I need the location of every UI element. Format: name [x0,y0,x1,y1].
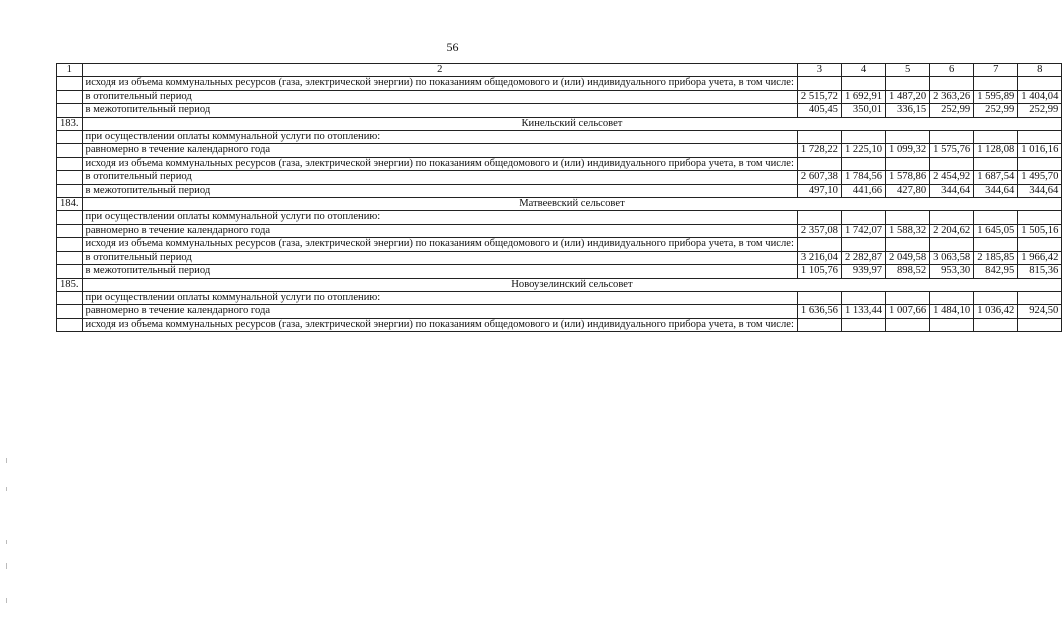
row-label-cell: в отопительный период [82,90,797,103]
table-row [57,211,1062,224]
value-cell: 815,36 [1018,265,1062,278]
row-number-cell [57,211,83,224]
value-cell [886,291,930,304]
value-cell: 1 484,10 [930,305,974,318]
row-number-cell [57,157,83,170]
column-number-row [57,64,1062,77]
value-cell [974,77,1018,90]
value-cell [886,157,930,170]
row-label-cell: при осуществлении оплаты коммунальной услуги по отоплению: [82,211,797,224]
value-cell: 2 454,92 [930,171,974,184]
column-number-cell: 4 [841,64,885,77]
value-cell [886,238,930,251]
value-cell [974,291,1018,304]
value-cell: 2 049,58 [886,251,930,264]
table-row [57,131,1062,144]
value-cell [886,211,930,224]
value-cell: 1 128,08 [974,144,1018,157]
value-cell: 1 636,56 [797,305,841,318]
value-cell: 1 099,32 [886,144,930,157]
value-cell: 924,50 [1018,305,1062,318]
table-row [57,184,1062,197]
value-cell: 2 607,38 [797,171,841,184]
section-title: Матвеевский сельсовет [82,198,1062,211]
table-row [57,238,1062,251]
row-number-cell: 185. [57,278,83,291]
value-cell [974,157,1018,170]
page-number: 56 [446,40,459,54]
value-cell: 441,66 [841,184,885,197]
value-cell [797,131,841,144]
section-row [57,117,1062,130]
value-cell: 344,64 [930,184,974,197]
row-label-cell: исходя из объема коммунальных ресурсов (газа, электрической энергии) по показаниям общедомового и (или) индивидуального прибора учета, в том числе: [82,77,797,90]
row-label-cell: исходя из объема коммунальных ресурсов (газа, электрической энергии) по показаниям общедомового и (или) индивидуального прибора учета, в том числе: [82,318,797,331]
value-cell [930,211,974,224]
value-cell [1018,157,1062,170]
value-cell [797,157,841,170]
value-cell: 2 357,08 [797,224,841,237]
value-cell [974,211,1018,224]
column-number-cell: 8 [1018,64,1062,77]
row-label-cell: исходя из объема коммунальных ресурсов (газа, электрической энергии) по показаниям общедомового и (или) индивидуального прибора учета, в том числе: [82,238,797,251]
value-cell: 405,45 [797,104,841,117]
section-row [57,278,1062,291]
row-number-cell [57,305,83,318]
value-cell [841,211,885,224]
value-cell: 2 204,62 [930,224,974,237]
value-cell [841,131,885,144]
value-cell: 1 578,86 [886,171,930,184]
value-cell: 3 216,04 [797,251,841,264]
value-cell: 350,01 [841,104,885,117]
table-row [57,318,1062,331]
value-cell: 252,99 [1018,104,1062,117]
section-title: Кинельский сельсовет [82,117,1062,130]
value-cell: 1 645,05 [974,224,1018,237]
row-number-cell [57,224,83,237]
row-number-cell [57,90,83,103]
value-cell: 2 515,72 [797,90,841,103]
row-number-cell [57,171,83,184]
table-row [57,90,1062,103]
value-cell [974,131,1018,144]
value-cell: 2 363,26 [930,90,974,103]
table-row [57,144,1062,157]
value-cell [886,131,930,144]
row-number-cell [57,184,83,197]
row-number-cell [57,265,83,278]
value-cell [841,318,885,331]
row-label-cell: равномерно в течение календарного года [82,305,797,318]
value-cell [841,238,885,251]
row-label-cell: равномерно в течение календарного года [82,144,797,157]
value-cell [974,318,1018,331]
value-cell: 1 966,42 [1018,251,1062,264]
value-cell [886,318,930,331]
row-label-cell: при осуществлении оплаты коммунальной услуги по отоплению: [82,291,797,304]
value-cell [1018,238,1062,251]
table-row [57,171,1062,184]
row-number-cell [57,144,83,157]
row-number-cell: 183. [57,117,83,130]
value-cell [797,318,841,331]
value-cell [1018,77,1062,90]
value-cell: 1 588,32 [886,224,930,237]
value-cell: 2 282,87 [841,251,885,264]
value-cell: 1 692,91 [841,90,885,103]
value-cell: 497,10 [797,184,841,197]
value-cell: 1 036,42 [974,305,1018,318]
value-cell: 344,64 [974,184,1018,197]
value-cell [886,77,930,90]
value-cell: 252,99 [974,104,1018,117]
value-cell: 427,80 [886,184,930,197]
column-number-cell: 3 [797,64,841,77]
table-body [57,64,1062,332]
row-number-cell [57,238,83,251]
table-row [57,104,1062,117]
column-number-cell: 2 [82,64,797,77]
row-number-cell [57,318,83,331]
value-cell: 336,15 [886,104,930,117]
column-number-cell: 7 [974,64,1018,77]
value-cell [1018,318,1062,331]
value-cell [797,211,841,224]
section-title: Новоузелинский сельсовет [82,278,1062,291]
value-cell [974,238,1018,251]
table-row [57,291,1062,304]
tariff-table [56,63,1062,332]
value-cell: 1 575,76 [930,144,974,157]
table-row [57,224,1062,237]
value-cell: 1 505,16 [1018,224,1062,237]
value-cell: 1 595,89 [974,90,1018,103]
table-row [57,77,1062,90]
row-label-cell: в отопительный период [82,251,797,264]
value-cell [1018,131,1062,144]
value-cell [930,131,974,144]
value-cell: 1 742,07 [841,224,885,237]
value-cell: 1 225,10 [841,144,885,157]
value-cell: 898,52 [886,265,930,278]
value-cell [930,318,974,331]
table-row [57,251,1062,264]
value-cell [930,77,974,90]
value-cell [930,157,974,170]
value-cell: 939,97 [841,265,885,278]
value-cell: 252,99 [930,104,974,117]
row-label-cell: в межотопительный период [82,104,797,117]
value-cell: 1 487,20 [886,90,930,103]
table-row [57,265,1062,278]
value-cell [841,157,885,170]
value-cell: 3 063,58 [930,251,974,264]
value-cell: 344,64 [1018,184,1062,197]
row-label-cell: в межотопительный период [82,265,797,278]
row-number-cell [57,104,83,117]
column-number-cell: 5 [886,64,930,77]
value-cell: 1 007,66 [886,305,930,318]
value-cell: 2 185,85 [974,251,1018,264]
table-row [57,157,1062,170]
row-number-cell [57,77,83,90]
section-row [57,198,1062,211]
value-cell: 1 728,22 [797,144,841,157]
column-number-cell: 1 [57,64,83,77]
value-cell [930,291,974,304]
row-label-cell: в межотопительный период [82,184,797,197]
row-number-cell [57,291,83,304]
value-cell [841,77,885,90]
value-cell: 1 404,04 [1018,90,1062,103]
value-cell: 1 133,44 [841,305,885,318]
row-label-cell: исходя из объема коммунальных ресурсов (газа, электрической энергии) по показаниям общедомового и (или) индивидуального прибора учета, в том числе: [82,157,797,170]
value-cell [841,291,885,304]
value-cell: 953,30 [930,265,974,278]
row-label-cell: в отопительный период [82,171,797,184]
row-number-cell: 184. [57,198,83,211]
value-cell [930,238,974,251]
table-row [57,305,1062,318]
value-cell: 1 687,54 [974,171,1018,184]
row-number-cell [57,251,83,264]
value-cell [1018,211,1062,224]
value-cell [1018,291,1062,304]
value-cell [797,77,841,90]
value-cell: 1 105,76 [797,265,841,278]
row-number-cell [57,131,83,144]
row-label-cell: при осуществлении оплаты коммунальной услуги по отоплению: [82,131,797,144]
value-cell: 842,95 [974,265,1018,278]
value-cell: 1 016,16 [1018,144,1062,157]
column-number-cell: 6 [930,64,974,77]
value-cell [797,238,841,251]
value-cell: 1 784,56 [841,171,885,184]
value-cell: 1 495,70 [1018,171,1062,184]
value-cell [797,291,841,304]
row-label-cell: равномерно в течение календарного года [82,224,797,237]
